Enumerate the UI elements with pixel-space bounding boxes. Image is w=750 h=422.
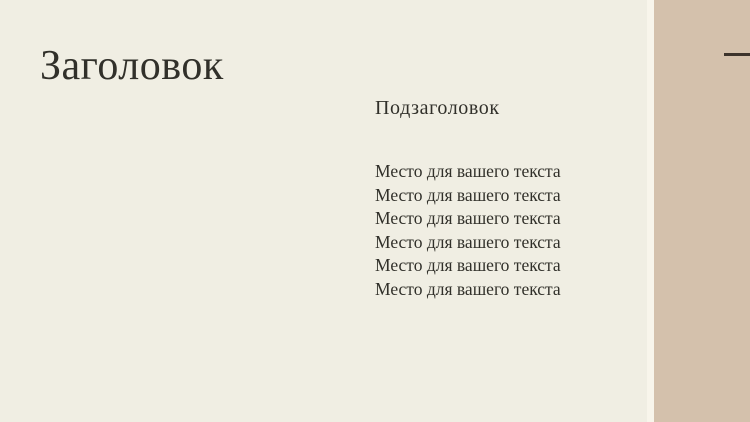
slide-body-text [375,160,561,301]
band-gap-strip [647,0,654,422]
slide-title: Заголовок [40,43,224,89]
body-text-line: Место для вашего текста [375,255,561,275]
body-text-line: Место для вашего текста [375,208,561,228]
body-text-line: Место для вашего текста [375,184,561,205]
dash-icon [724,53,750,56]
slide-subtitle: Подзаголовок [375,97,500,119]
body-text-line: Место для вашего текста [375,231,561,252]
accent-band [654,0,750,422]
body-text-line: Место для вашего текста [375,278,561,299]
body-text-line: Место для вашего текста [375,161,561,181]
